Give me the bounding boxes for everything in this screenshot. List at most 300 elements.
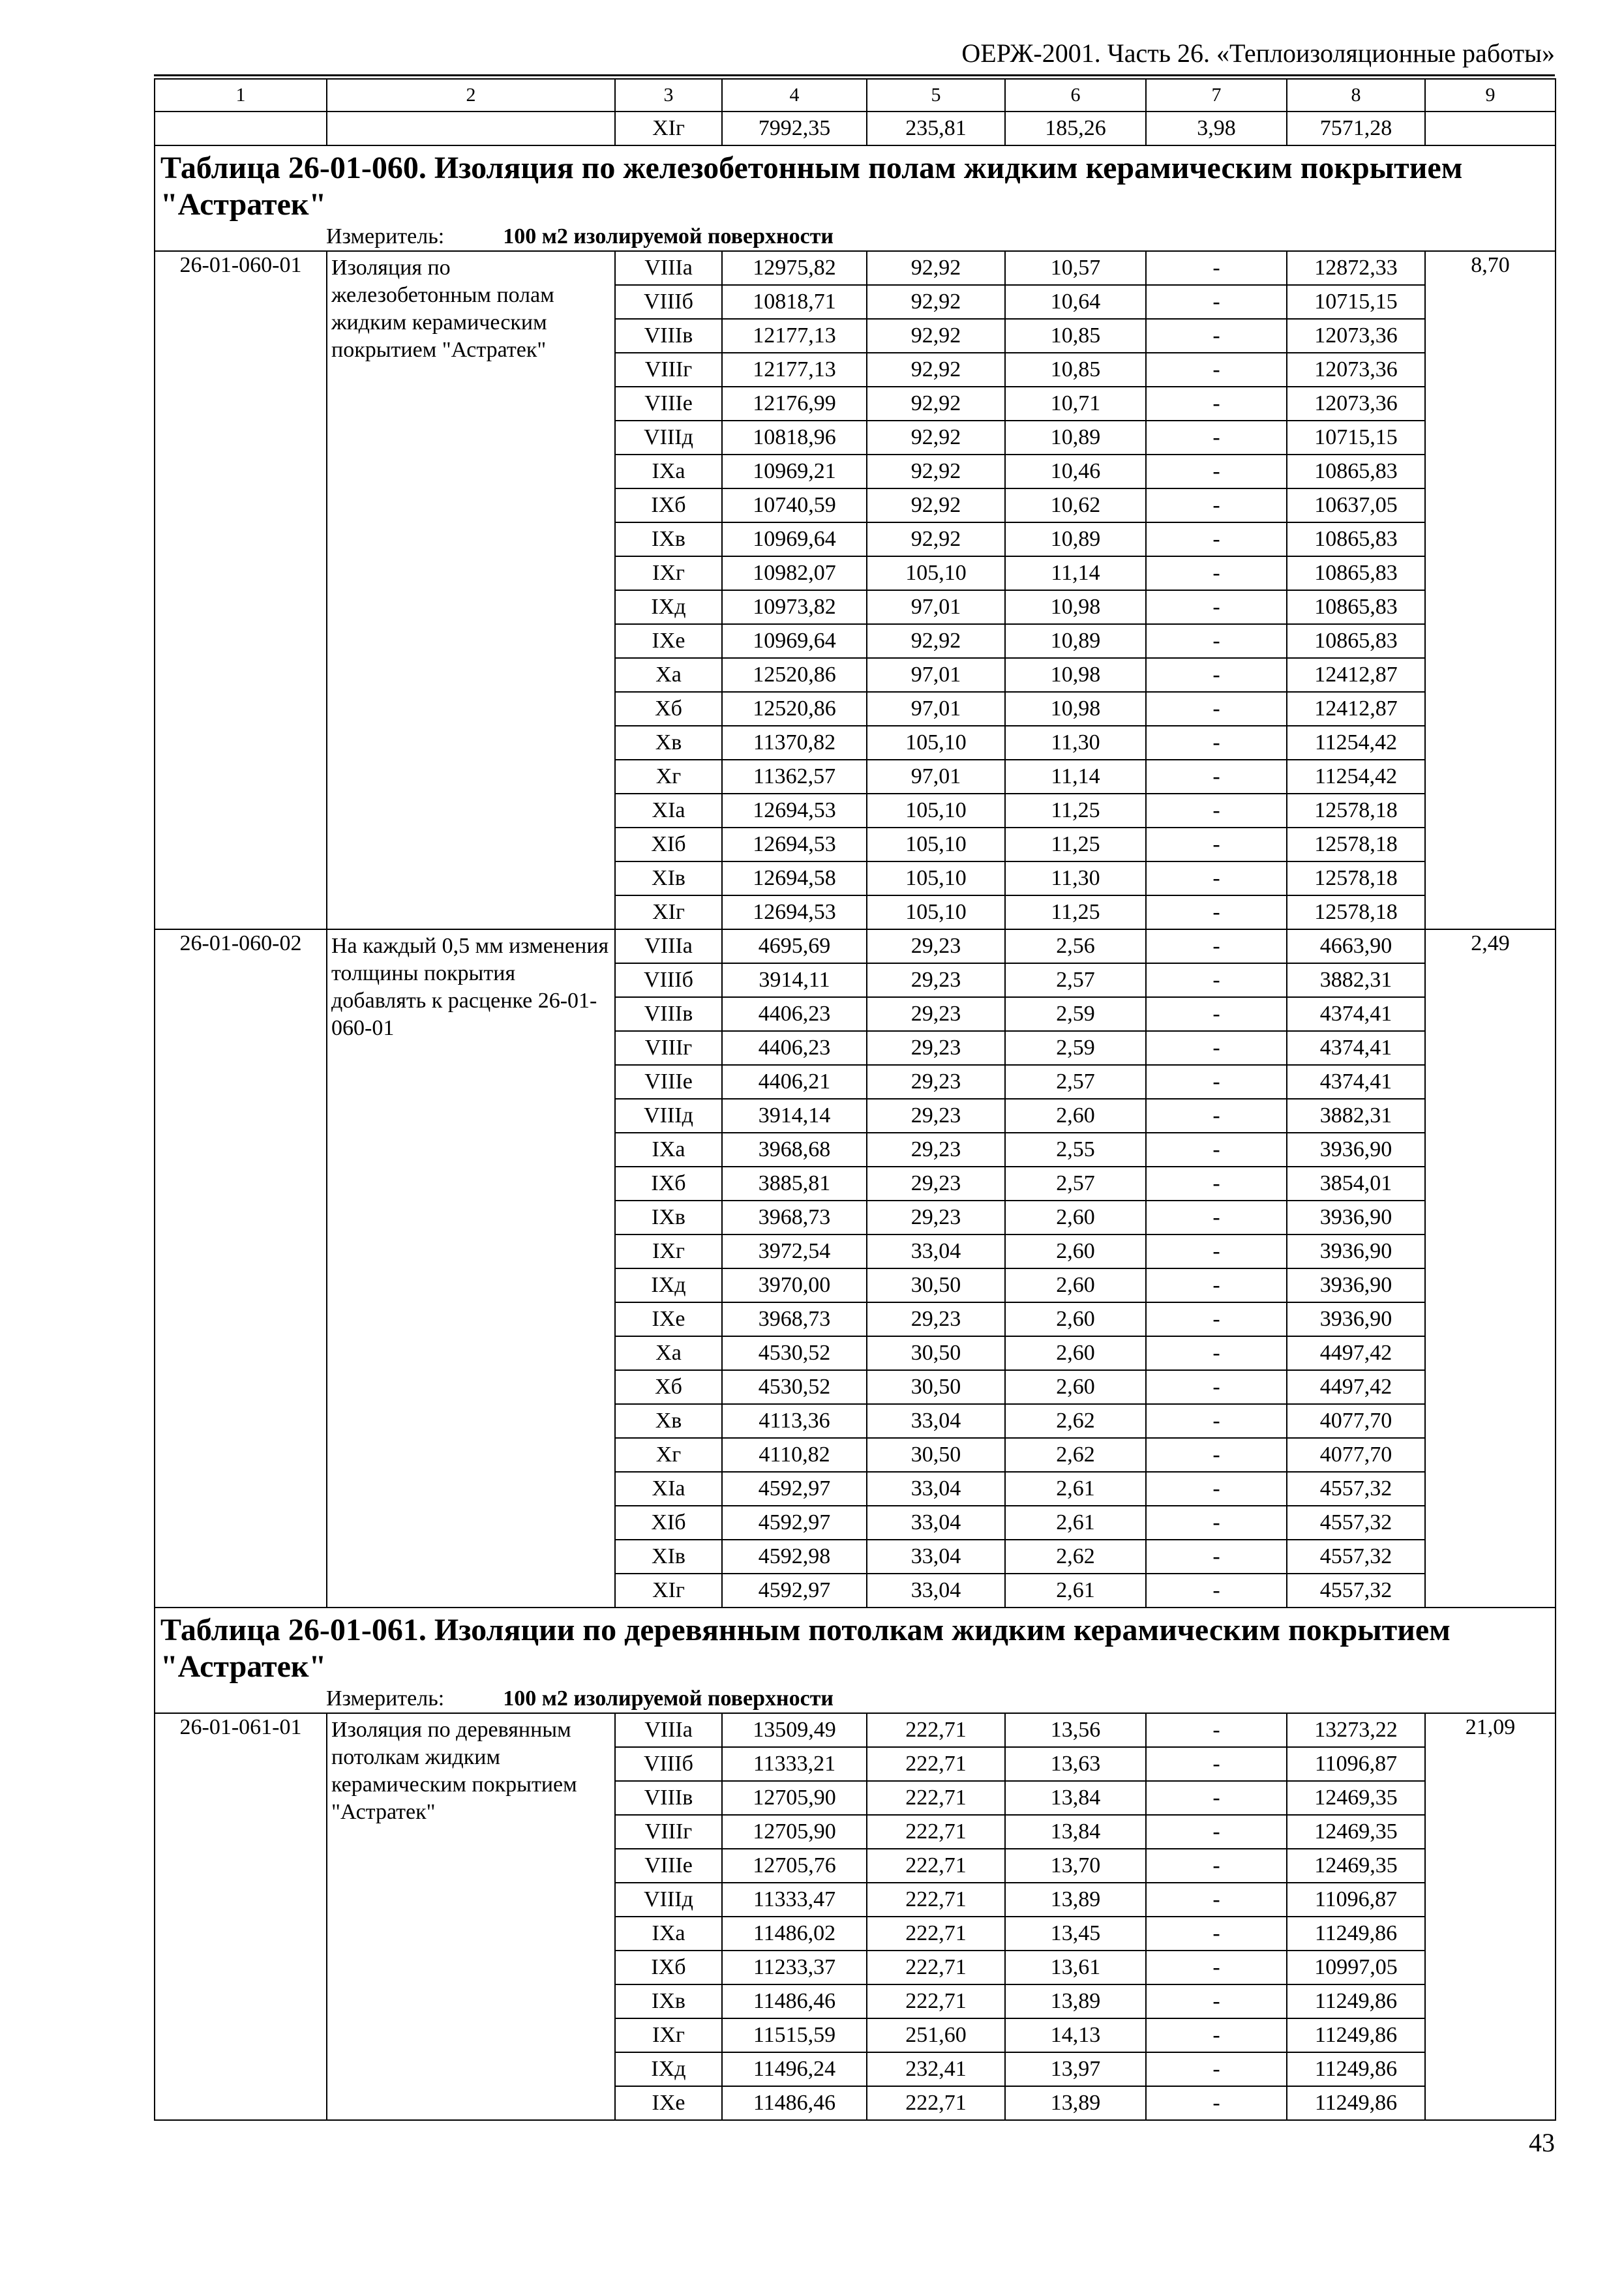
- table-cell: IXб: [615, 488, 722, 522]
- table-cell: 11249,86: [1287, 2018, 1425, 2052]
- rate-index: 8,70: [1425, 251, 1556, 929]
- table-cell: 12469,35: [1287, 1781, 1425, 1815]
- table-cell: 10,62: [1005, 488, 1146, 522]
- table-cell: 12073,36: [1287, 353, 1425, 387]
- table-cell: 12694,58: [722, 861, 867, 895]
- table-cell: 2,59: [1005, 1031, 1146, 1065]
- table-cell: -: [1146, 1234, 1287, 1268]
- table-cell: 97,01: [867, 590, 1005, 624]
- table-cell: -: [1146, 1951, 1287, 1984]
- table-cell: 3885,81: [722, 1167, 867, 1201]
- table-cell: 11,25: [1005, 828, 1146, 861]
- table-cell: 222,71: [867, 1815, 1005, 1849]
- table-cell: 30,50: [867, 1336, 1005, 1370]
- table-cell: 3936,90: [1287, 1133, 1425, 1167]
- table-cell: 97,01: [867, 692, 1005, 726]
- table-cell: 4557,32: [1287, 1506, 1425, 1540]
- table-row: [155, 251, 1556, 285]
- table-cell: 3936,90: [1287, 1302, 1425, 1336]
- table-cell: 10969,21: [722, 455, 867, 488]
- table-cell: -: [1146, 2052, 1287, 2086]
- table-cell: -: [1146, 1574, 1287, 1608]
- table-cell: 10,64: [1005, 285, 1146, 319]
- table-cell: 222,71: [867, 1951, 1005, 1984]
- table-cell: 4497,42: [1287, 1336, 1425, 1370]
- table-cell: 13,84: [1005, 1781, 1146, 1815]
- table-cell: 10,71: [1005, 387, 1146, 421]
- table-cell: 4695,69: [722, 929, 867, 963]
- table-cell: 97,01: [867, 760, 1005, 794]
- table-cell: XIг: [615, 1574, 722, 1608]
- table-cell: -: [1146, 658, 1287, 692]
- table-cell: 29,23: [867, 1065, 1005, 1099]
- table-cell: 105,10: [867, 861, 1005, 895]
- table-cell: 10715,15: [1287, 285, 1425, 319]
- table-cell: 13,89: [1005, 1883, 1146, 1917]
- table-cell: 97,01: [867, 658, 1005, 692]
- table-cell: 10,89: [1005, 421, 1146, 455]
- table-cell: 4113,36: [722, 1404, 867, 1438]
- table-cell: -: [1146, 861, 1287, 895]
- table-row: [155, 1713, 1556, 1747]
- table-cell: 10973,82: [722, 590, 867, 624]
- table-cell: 12872,33: [1287, 251, 1425, 285]
- table-cell: IXг: [615, 2018, 722, 2052]
- table-cell: -: [1146, 1268, 1287, 1302]
- table-cell: VIIIг: [615, 1031, 722, 1065]
- table-cell: 222,71: [867, 1849, 1005, 1883]
- table-cell: 222,71: [867, 1917, 1005, 1951]
- table-title-cell: [155, 1608, 1556, 1713]
- table-cell: 12177,13: [722, 319, 867, 353]
- table-cell: 13509,49: [722, 1713, 867, 1747]
- table-cell: 11,14: [1005, 760, 1146, 794]
- table-cell: 92,92: [867, 387, 1005, 421]
- table-cell: VIIIв: [615, 997, 722, 1031]
- table-cell: 3936,90: [1287, 1268, 1425, 1302]
- table-cell: 2,62: [1005, 1404, 1146, 1438]
- table-cell: 10,46: [1005, 455, 1146, 488]
- table-cell: 2,57: [1005, 1065, 1146, 1099]
- table-cell: 12578,18: [1287, 794, 1425, 828]
- table-cell: 10865,83: [1287, 556, 1425, 590]
- table-cell: 3914,14: [722, 1099, 867, 1133]
- table-cell: 2,61: [1005, 1574, 1146, 1608]
- table-cell: 4374,41: [1287, 1031, 1425, 1065]
- table-cell: 232,41: [867, 2052, 1005, 2086]
- table-cell: -: [1146, 1167, 1287, 1201]
- table-cell: 29,23: [867, 963, 1005, 997]
- table-cell: 3968,73: [722, 1201, 867, 1234]
- table-cell: VIIIв: [615, 1781, 722, 1815]
- table-cell: 2,60: [1005, 1336, 1146, 1370]
- table-cell: VIIIг: [615, 1815, 722, 1849]
- table-cell: 12705,90: [722, 1781, 867, 1815]
- table-cell: 12578,18: [1287, 861, 1425, 895]
- table-cell: 3914,11: [722, 963, 867, 997]
- table-cell: 13,97: [1005, 2052, 1146, 2086]
- table-cell: 30,50: [867, 1268, 1005, 1302]
- unit-label: Измеритель:: [326, 1686, 445, 1711]
- table-cell: 29,23: [867, 1133, 1005, 1167]
- table-cell: -: [1146, 1781, 1287, 1815]
- table-cell: 10818,96: [722, 421, 867, 455]
- table-cell: 222,71: [867, 1747, 1005, 1781]
- table-cell: -: [1146, 1404, 1287, 1438]
- table-cell: 4406,21: [722, 1065, 867, 1099]
- column-number: 9: [1425, 79, 1556, 112]
- table-cell: IXв: [615, 522, 722, 556]
- table-cell: 3970,00: [722, 1268, 867, 1302]
- table-cell: VIIIб: [615, 285, 722, 319]
- table-cell: 13,89: [1005, 2086, 1146, 2120]
- table-cell: -: [1146, 963, 1287, 997]
- table-cell: XIв: [615, 861, 722, 895]
- table-cell: Xа: [615, 658, 722, 692]
- table-cell: 3968,68: [722, 1133, 867, 1167]
- table-cell: 2,57: [1005, 963, 1146, 997]
- rates-table: [154, 78, 1556, 2121]
- table-cell: 10,89: [1005, 624, 1146, 658]
- table-cell: -: [1146, 1540, 1287, 1574]
- table-cell: -: [1146, 726, 1287, 760]
- table-cell: 10865,83: [1287, 624, 1425, 658]
- unit-line: [160, 1685, 1550, 1713]
- table-cell: 14,13: [1005, 2018, 1146, 2052]
- unit-line: [160, 223, 1550, 250]
- table-cell: 33,04: [867, 1404, 1005, 1438]
- table-cell: 11249,86: [1287, 2086, 1425, 2120]
- table-cell: IXв: [615, 1201, 722, 1234]
- table-cell: 13,56: [1005, 1713, 1146, 1747]
- table-cell: -: [1146, 1031, 1287, 1065]
- table-cell: 11,30: [1005, 726, 1146, 760]
- table-cell: 29,23: [867, 1099, 1005, 1133]
- table-cell: 92,92: [867, 319, 1005, 353]
- table-cell: 3882,31: [1287, 963, 1425, 997]
- table-cell: 13,61: [1005, 1951, 1146, 1984]
- table-cell: 92,92: [867, 285, 1005, 319]
- table-cell: VIIIд: [615, 1099, 722, 1133]
- table-cell: 222,71: [867, 1883, 1005, 1917]
- table-cell: -: [1146, 2086, 1287, 2120]
- table-cell: -: [1146, 319, 1287, 353]
- table-cell: -: [1146, 1984, 1287, 2018]
- empty-cell: [327, 112, 615, 145]
- table-cell: 11096,87: [1287, 1883, 1425, 1917]
- table-cell: 2,59: [1005, 997, 1146, 1031]
- unit-label: Измеритель:: [326, 224, 445, 248]
- table-cell: -: [1146, 353, 1287, 387]
- table-cell: -: [1146, 929, 1287, 963]
- table-cell: 12578,18: [1287, 895, 1425, 929]
- table-cell: XIб: [615, 828, 722, 861]
- table-cell: 4374,41: [1287, 997, 1425, 1031]
- table-cell: 10740,59: [722, 488, 867, 522]
- column-number: 3: [615, 79, 722, 112]
- table-cell: -: [1146, 1506, 1287, 1540]
- table-cell: 10818,71: [722, 285, 867, 319]
- table-cell: 4110,82: [722, 1438, 867, 1472]
- table-title: Таблица 26-01-061. Изоляции по деревянным потолкам жидким керамическим покрытием "Астратек": [160, 1613, 1451, 1684]
- table-cell: -: [1146, 1370, 1287, 1404]
- table-cell: 251,60: [867, 2018, 1005, 2052]
- table-cell: VIIIб: [615, 963, 722, 997]
- table-cell: -: [1146, 760, 1287, 794]
- table-cell: 3854,01: [1287, 1167, 1425, 1201]
- table-cell: 29,23: [867, 1031, 1005, 1065]
- table-cell: 12176,99: [722, 387, 867, 421]
- table-cell: 3936,90: [1287, 1234, 1425, 1268]
- table-title-row: [155, 145, 1556, 251]
- table-cell: 92,92: [867, 522, 1005, 556]
- table-cell: VIIIд: [615, 421, 722, 455]
- table-cell: IXб: [615, 1167, 722, 1201]
- table-cell: 4557,32: [1287, 1574, 1425, 1608]
- column-number: 7: [1146, 79, 1287, 112]
- table-cell: 4406,23: [722, 997, 867, 1031]
- table-cell: 12578,18: [1287, 828, 1425, 861]
- table-cell: 4592,97: [722, 1574, 867, 1608]
- table-cell: 2,56: [1005, 929, 1146, 963]
- table-cell: 12694,53: [722, 828, 867, 861]
- table-cell: 12412,87: [1287, 692, 1425, 726]
- table-cell: IXа: [615, 1133, 722, 1167]
- table-cell: 30,50: [867, 1370, 1005, 1404]
- table-cell: -: [1146, 1133, 1287, 1167]
- table-cell: -: [1146, 692, 1287, 726]
- column-number: 2: [327, 79, 615, 112]
- table-cell: 12694,53: [722, 794, 867, 828]
- table-cell: -: [1146, 1201, 1287, 1234]
- table-cell: 2,62: [1005, 1540, 1146, 1574]
- table-cell: 4592,97: [722, 1506, 867, 1540]
- table-cell: 12694,53: [722, 895, 867, 929]
- table-cell: -: [1146, 285, 1287, 319]
- table-cell: 11370,82: [722, 726, 867, 760]
- table-cell: 10,98: [1005, 590, 1146, 624]
- table-cell: IXб: [615, 1951, 722, 1984]
- table-cell: IXд: [615, 590, 722, 624]
- table-cell: 12520,86: [722, 658, 867, 692]
- table-cell: 11496,24: [722, 2052, 867, 2086]
- table-cell: IXг: [615, 556, 722, 590]
- table-cell: -: [1146, 1713, 1287, 1747]
- table-cell: 92,92: [867, 353, 1005, 387]
- table-cell: 12412,87: [1287, 658, 1425, 692]
- rate-description: На каждый 0,5 мм изменения толщины покрытия добавлять к расценке 26-01-060-01: [327, 929, 615, 1608]
- table-cell: 10865,83: [1287, 522, 1425, 556]
- table-cell: -: [1146, 421, 1287, 455]
- column-number: 4: [722, 79, 867, 112]
- table-cell: 92,92: [867, 624, 1005, 658]
- table-cell: IXе: [615, 2086, 722, 2120]
- table-cell: 4077,70: [1287, 1404, 1425, 1438]
- rate-index: 21,09: [1425, 1713, 1556, 2120]
- table-cell: 10,89: [1005, 522, 1146, 556]
- table-cell: 105,10: [867, 895, 1005, 929]
- table-cell: 13,89: [1005, 1984, 1146, 2018]
- table-cell: 4497,42: [1287, 1370, 1425, 1404]
- table-cell: 13,84: [1005, 1815, 1146, 1849]
- table-cell: 11249,86: [1287, 1984, 1425, 2018]
- table-cell: -: [1146, 1747, 1287, 1781]
- unit-value: 100 м2 изолируемой поверхности: [503, 1686, 834, 1711]
- table-cell: 10,85: [1005, 353, 1146, 387]
- table-cell: 10637,05: [1287, 488, 1425, 522]
- table-cell: -: [1146, 590, 1287, 624]
- table-cell: 11096,87: [1287, 1747, 1425, 1781]
- table-cell: -: [1146, 1883, 1287, 1917]
- table-cell: 11,25: [1005, 895, 1146, 929]
- rate-description: Изоляция по железобетонным полам жидким керамическим покрытием "Астратек": [327, 251, 615, 929]
- unit-value: 100 м2 изолируемой поверхности: [503, 224, 834, 248]
- empty-cell: [1425, 112, 1556, 145]
- table-cell: -: [1146, 1336, 1287, 1370]
- table-cell: 4557,32: [1287, 1472, 1425, 1506]
- page-header: ОЕРЖ-2001. Часть 26. «Теплоизоляционные работы»: [961, 38, 1555, 68]
- table-cell: 2,60: [1005, 1099, 1146, 1133]
- table-cell: 10,85: [1005, 319, 1146, 353]
- table-cell: VIIIа: [615, 251, 722, 285]
- table-cell: 2,60: [1005, 1234, 1146, 1268]
- table-cell: 33,04: [867, 1574, 1005, 1608]
- table-cell: -: [1146, 1849, 1287, 1883]
- table-cell: 12705,90: [722, 1815, 867, 1849]
- table-cell: 12520,86: [722, 692, 867, 726]
- table-cell: IXд: [615, 1268, 722, 1302]
- table-cell: 10997,05: [1287, 1951, 1425, 1984]
- table-cell: 11,25: [1005, 794, 1146, 828]
- table-cell: -: [1146, 828, 1287, 861]
- table-cell: 11249,86: [1287, 2052, 1425, 2086]
- table-cell: -: [1146, 1472, 1287, 1506]
- table-cell: 12073,36: [1287, 387, 1425, 421]
- table-cell: 33,04: [867, 1506, 1005, 1540]
- column-number: 8: [1287, 79, 1425, 112]
- table-cell: 33,04: [867, 1472, 1005, 1506]
- table-cell: 222,71: [867, 1984, 1005, 2018]
- table-cell: 3,98: [1146, 112, 1287, 145]
- table-cell: 222,71: [867, 2086, 1005, 2120]
- table-cell: 92,92: [867, 455, 1005, 488]
- table-cell: VIIIе: [615, 1065, 722, 1099]
- table-cell: -: [1146, 997, 1287, 1031]
- table-cell: 29,23: [867, 1302, 1005, 1336]
- table-cell: Xв: [615, 1404, 722, 1438]
- table-cell: 2,60: [1005, 1302, 1146, 1336]
- table-cell: Xв: [615, 726, 722, 760]
- table-cell: 92,92: [867, 488, 1005, 522]
- rate-description: Изоляция по деревянным потолкам жидким керамическим покрытием "Астратек": [327, 1713, 615, 2120]
- table-cell: -: [1146, 895, 1287, 929]
- table-cell: IXе: [615, 624, 722, 658]
- table-cell: 2,55: [1005, 1133, 1146, 1167]
- table-cell: 2,57: [1005, 1167, 1146, 1201]
- table-cell: 2,61: [1005, 1506, 1146, 1540]
- table-cell: XIг: [615, 112, 722, 145]
- table-cell: 2,62: [1005, 1438, 1146, 1472]
- table-cell: XIб: [615, 1506, 722, 1540]
- table-cell: 3936,90: [1287, 1201, 1425, 1234]
- table-title-row: [155, 1608, 1556, 1713]
- table-cell: 2,60: [1005, 1268, 1146, 1302]
- table-cell: 222,71: [867, 1713, 1005, 1747]
- table-cell: 12177,13: [722, 353, 867, 387]
- table-cell: 13,70: [1005, 1849, 1146, 1883]
- table-cell: -: [1146, 251, 1287, 285]
- empty-cell: [155, 112, 327, 145]
- table-cell: -: [1146, 455, 1287, 488]
- table-cell: 29,23: [867, 1167, 1005, 1201]
- table-cell: Xг: [615, 1438, 722, 1472]
- table-cell: -: [1146, 1815, 1287, 1849]
- table-cell: -: [1146, 1099, 1287, 1133]
- table-cell: VIIIв: [615, 319, 722, 353]
- table-cell: 4406,23: [722, 1031, 867, 1065]
- table-cell: 105,10: [867, 828, 1005, 861]
- table-cell: 12469,35: [1287, 1815, 1425, 1849]
- table-cell: 11333,21: [722, 1747, 867, 1781]
- table-cell: Xб: [615, 1370, 722, 1404]
- table-title: Таблица 26-01-060. Изоляция по железобетонным полам жидким керамическим покрытием "Астратек": [160, 151, 1463, 222]
- table-cell: 4592,98: [722, 1540, 867, 1574]
- table-cell: 10,98: [1005, 692, 1146, 726]
- table-cell: 2,60: [1005, 1201, 1146, 1234]
- table-cell: 185,26: [1005, 112, 1146, 145]
- table-cell: 4374,41: [1287, 1065, 1425, 1099]
- table-cell: 11249,86: [1287, 1917, 1425, 1951]
- table-cell: 3968,73: [722, 1302, 867, 1336]
- table-cell: Xа: [615, 1336, 722, 1370]
- table-cell: VIIIе: [615, 387, 722, 421]
- table-cell: 29,23: [867, 1201, 1005, 1234]
- table-title-cell: [155, 145, 1556, 251]
- table-cell: 4557,32: [1287, 1540, 1425, 1574]
- price-sheet: [154, 78, 1555, 2121]
- table-cell: 11486,46: [722, 2086, 867, 2120]
- table-cell: IXе: [615, 1302, 722, 1336]
- table-cell: 3972,54: [722, 1234, 867, 1268]
- table-cell: -: [1146, 387, 1287, 421]
- table-cell: 7992,35: [722, 112, 867, 145]
- table-cell: 11515,59: [722, 2018, 867, 2052]
- table-cell: -: [1146, 488, 1287, 522]
- table-cell: 105,10: [867, 794, 1005, 828]
- table-cell: 4530,52: [722, 1370, 867, 1404]
- column-number-row: [155, 79, 1556, 112]
- table-cell: IXв: [615, 1984, 722, 2018]
- table-cell: 4592,97: [722, 1472, 867, 1506]
- table-cell: 10,57: [1005, 251, 1146, 285]
- table-cell: 2,61: [1005, 1472, 1146, 1506]
- table-cell: 10865,83: [1287, 455, 1425, 488]
- table-cell: 29,23: [867, 929, 1005, 963]
- table-cell: VIIIг: [615, 353, 722, 387]
- page-number: 43: [1529, 2128, 1555, 2157]
- table-row: [155, 929, 1556, 963]
- table-cell: 13,45: [1005, 1917, 1146, 1951]
- table-cell: Xг: [615, 760, 722, 794]
- table-cell: -: [1146, 1917, 1287, 1951]
- rate-code: 26-01-060-02: [155, 929, 327, 1608]
- table-cell: 12705,76: [722, 1849, 867, 1883]
- table-cell: 11486,02: [722, 1917, 867, 1951]
- table-cell: 11,14: [1005, 556, 1146, 590]
- table-cell: 33,04: [867, 1234, 1005, 1268]
- table-cell: VIIIа: [615, 929, 722, 963]
- table-cell: XIа: [615, 1472, 722, 1506]
